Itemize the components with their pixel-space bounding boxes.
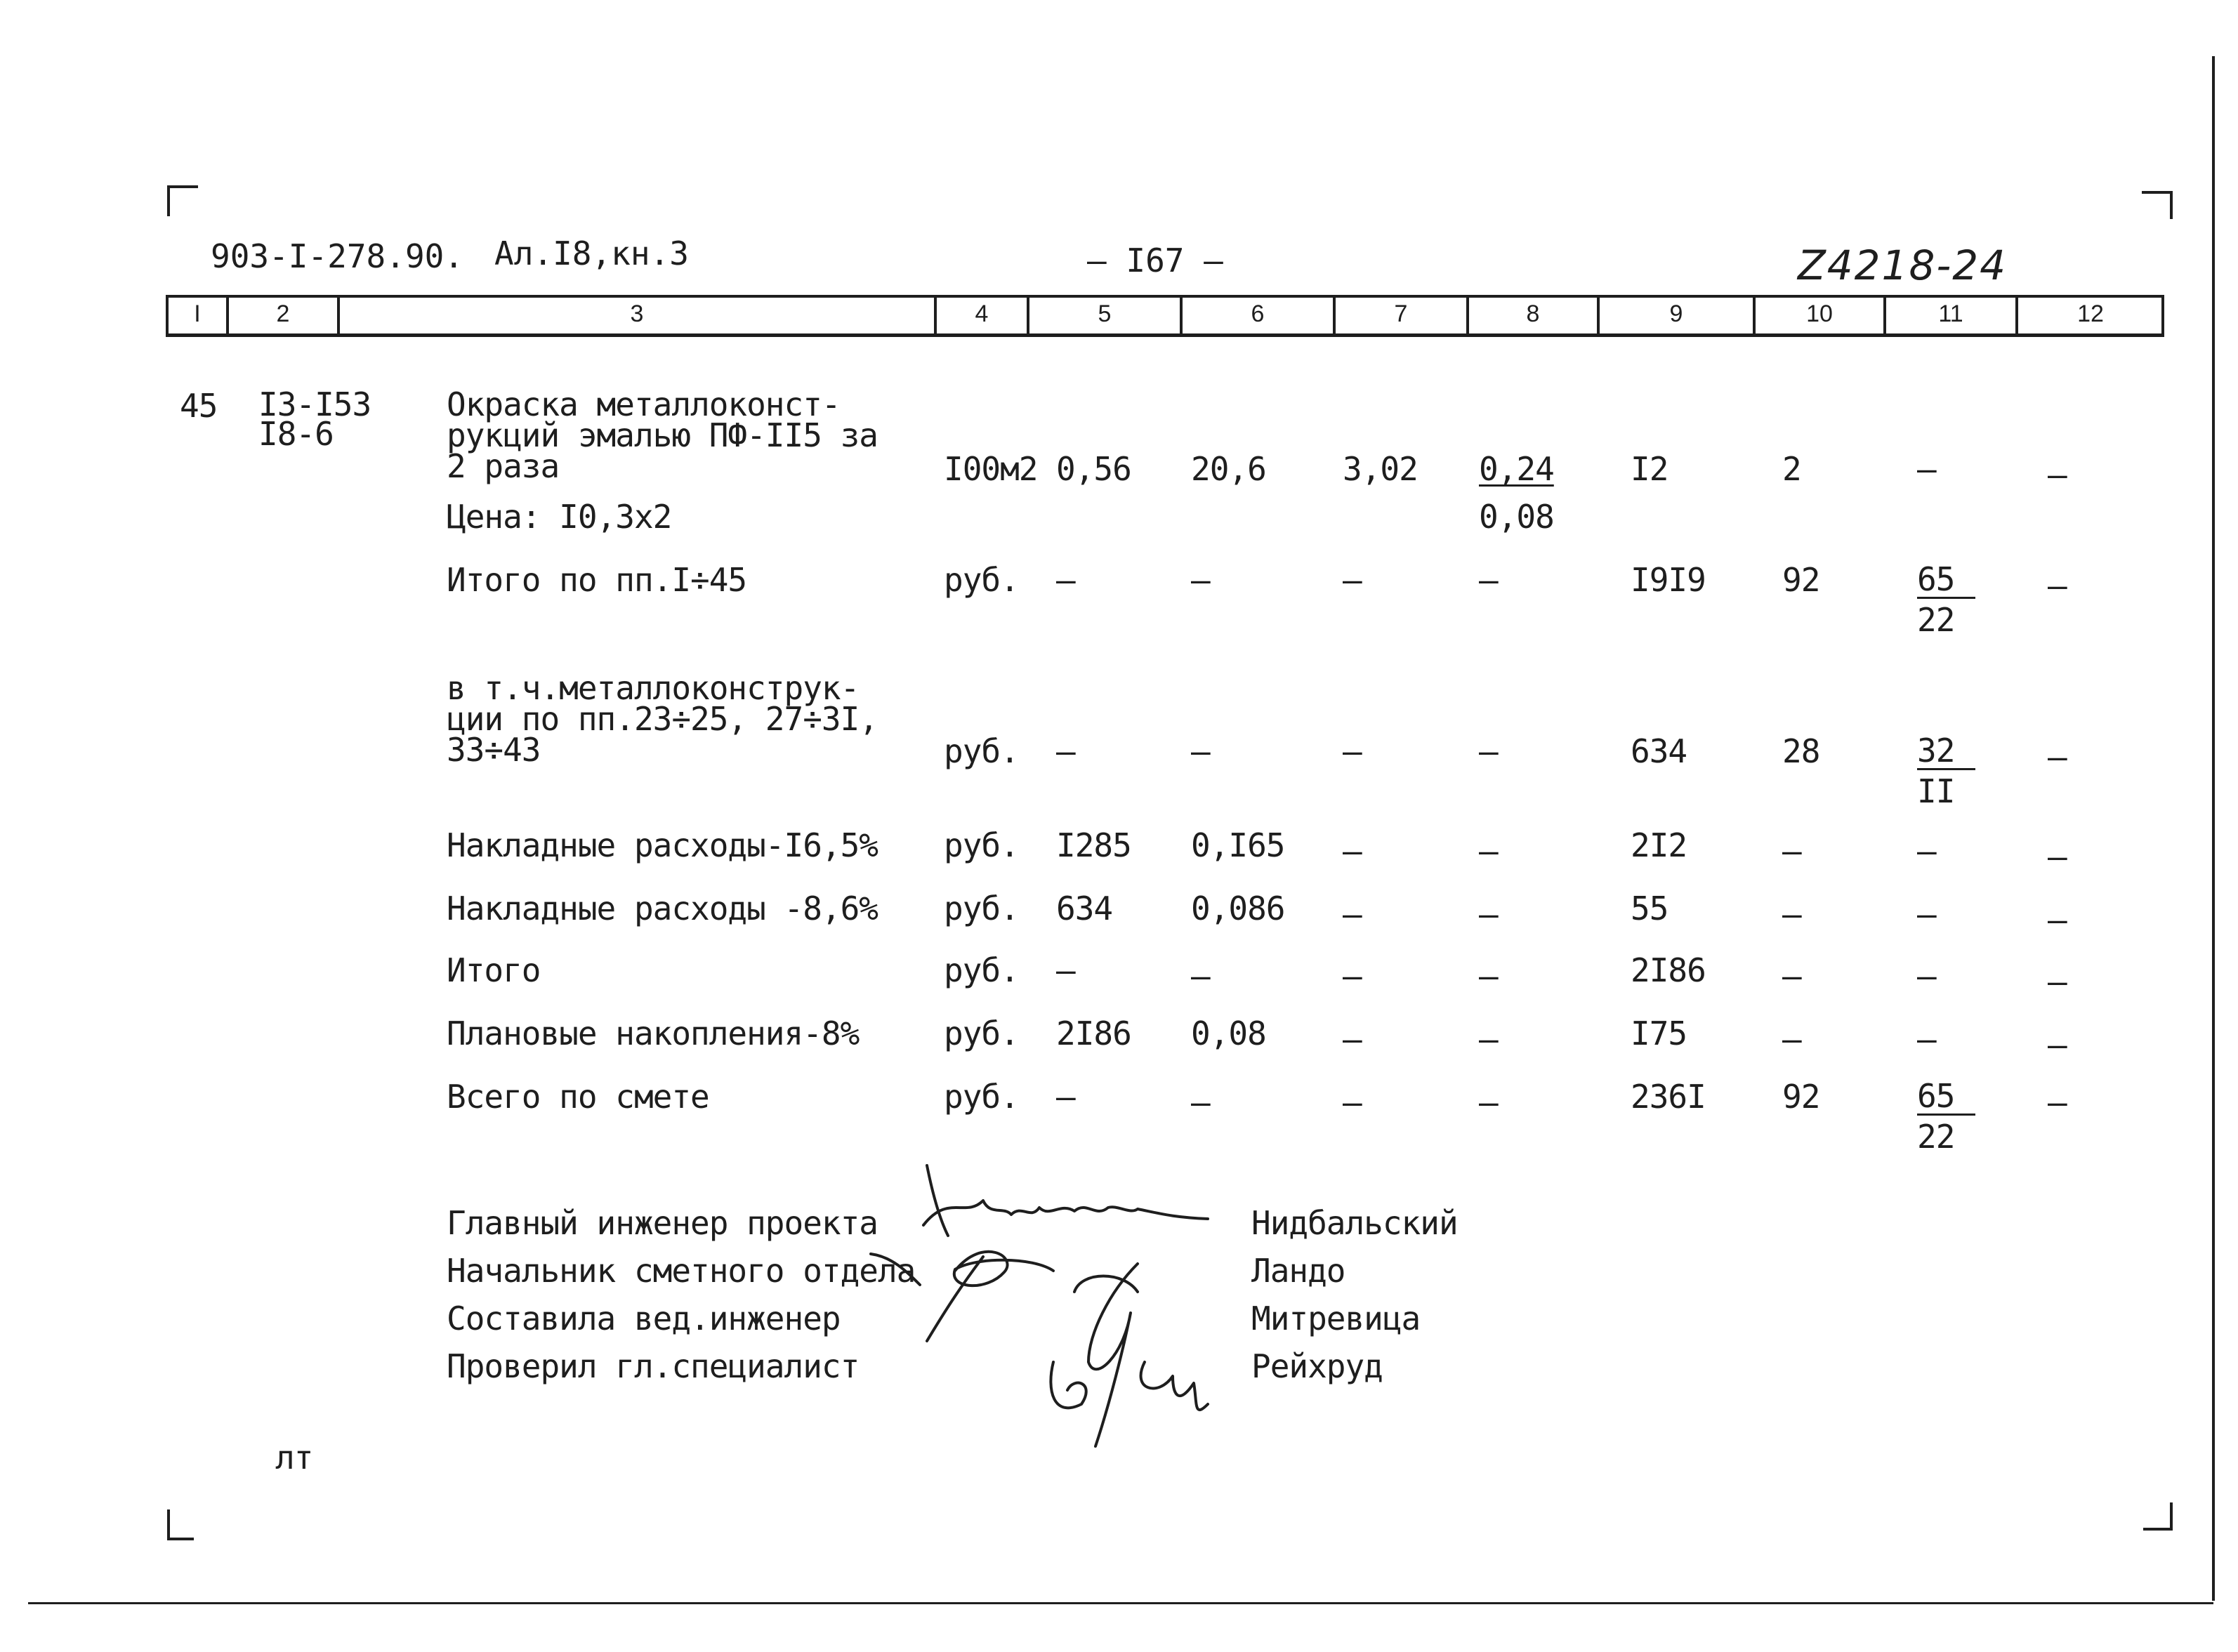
column-number: 2 bbox=[276, 300, 290, 327]
signature-name: Ландо bbox=[1251, 1252, 1345, 1290]
row-cell: – bbox=[1343, 832, 1362, 870]
row-cell: – bbox=[1917, 957, 1936, 995]
signature-stroke-compiler bbox=[1074, 1264, 1138, 1446]
item-cell: 3,02 bbox=[1343, 450, 1418, 488]
signature-title: Главный инженер проекта bbox=[447, 1204, 878, 1242]
corner-mark-top-left-v bbox=[167, 185, 170, 216]
item-description: рукций эмалью ПФ-II5 за bbox=[447, 416, 878, 454]
item-quantity: 0,56 bbox=[1056, 450, 1131, 488]
row-cell: – bbox=[1191, 957, 1210, 995]
row-label: 33÷43 bbox=[447, 731, 541, 769]
row-label: Итого по пп.I÷45 bbox=[447, 561, 747, 599]
item-description: 2 раза bbox=[447, 447, 560, 485]
signature-title: Начальник сметного отдела bbox=[447, 1252, 916, 1290]
item-price: Цена: I0,3х2 bbox=[447, 498, 672, 536]
row-cell: – bbox=[1056, 561, 1075, 599]
column-number: 4 bbox=[975, 300, 989, 327]
item-code: I8-6 bbox=[258, 415, 334, 453]
row-cell-fraction bbox=[1917, 733, 1975, 812]
row-label: Всего по смете bbox=[447, 1078, 709, 1116]
row-cell: – bbox=[1191, 1083, 1210, 1121]
row-cell: – bbox=[1056, 732, 1075, 770]
corner-mark-bottom-right-h bbox=[2143, 1528, 2173, 1531]
row-label: Накладные расходы-I6,5% bbox=[447, 826, 878, 864]
handwritten-signatures bbox=[843, 1151, 1278, 1460]
column-number: I bbox=[194, 300, 201, 327]
row-cell: – bbox=[2048, 567, 2067, 604]
row-cell: 634 bbox=[1631, 732, 1687, 770]
row-cell: – bbox=[1343, 1083, 1362, 1121]
row-cell: – bbox=[1343, 1020, 1362, 1058]
column-number: 10 bbox=[1806, 300, 1833, 327]
fraction-denominator: 22 bbox=[1917, 1118, 1955, 1156]
row-label: Накладные расходы -8,6% bbox=[447, 890, 878, 927]
signature-stroke-checker bbox=[1051, 1362, 1208, 1410]
row-cell-fraction bbox=[1917, 562, 1975, 641]
row-cell-fraction bbox=[1917, 1078, 1975, 1158]
row-cell: 2I86 bbox=[1631, 951, 1706, 989]
album-reference: Ал.I8,кн.3 bbox=[494, 234, 689, 272]
row-cell: – bbox=[1917, 1020, 1936, 1058]
row-cell: – bbox=[1479, 561, 1498, 599]
row-cell: – bbox=[1479, 1083, 1498, 1121]
row-cell: – bbox=[2048, 1026, 2067, 1064]
row-cell: 55 bbox=[1631, 890, 1668, 927]
item-cell: – bbox=[1917, 450, 1936, 488]
row-cell: – bbox=[1479, 832, 1498, 870]
item-cell: 2 bbox=[1782, 450, 1801, 488]
row-cell: – bbox=[1782, 957, 1801, 995]
column-number: 6 bbox=[1251, 300, 1265, 327]
row-cell: – bbox=[2048, 738, 2067, 776]
column-number: 5 bbox=[1098, 300, 1112, 327]
signature-name: Рейхруд bbox=[1251, 1347, 1383, 1385]
scan-edge-right bbox=[2212, 56, 2215, 1601]
row-cell: I75 bbox=[1631, 1015, 1687, 1052]
corner-mark-top-right-v bbox=[2170, 191, 2173, 219]
row-cell: 92 bbox=[1782, 1078, 1820, 1116]
row-cell: – bbox=[1479, 732, 1498, 770]
signature-stroke-chief bbox=[923, 1165, 1208, 1236]
signature-name: Нидбальский bbox=[1251, 1204, 1458, 1242]
corner-mark-top-right-h bbox=[2142, 191, 2173, 194]
row-cell: – bbox=[1191, 732, 1210, 770]
row-cell: – bbox=[1343, 895, 1362, 933]
corner-mark-bottom-right-v bbox=[2170, 1502, 2173, 1531]
row-cell: – bbox=[1343, 957, 1362, 995]
item-unit-cost: 20,6 bbox=[1191, 450, 1266, 488]
signature-stroke-connector bbox=[871, 1254, 920, 1285]
item-number: 45 bbox=[180, 387, 218, 425]
row-cell: – bbox=[1782, 895, 1801, 933]
row-cell: – bbox=[2048, 1083, 2067, 1121]
row-cell: I285 bbox=[1056, 826, 1131, 864]
column-number: 9 bbox=[1669, 300, 1683, 327]
fraction-numerator: 65 bbox=[1917, 1078, 1975, 1116]
row-cell: – bbox=[2048, 838, 2067, 875]
row-cell: 0,08 bbox=[1191, 1015, 1266, 1052]
signature-name: Митревица bbox=[1251, 1300, 1421, 1337]
item-code: I3-I53 bbox=[258, 385, 371, 423]
fraction-numerator: 32 bbox=[1917, 733, 1975, 770]
signature-title: Проверил гл.специалист bbox=[447, 1347, 860, 1385]
row-cell: 0,086 bbox=[1191, 890, 1285, 927]
column-number: 12 bbox=[2077, 300, 2104, 327]
row-cell: 28 bbox=[1782, 732, 1820, 770]
column-number: 7 bbox=[1394, 300, 1408, 327]
row-cell: – bbox=[1343, 732, 1362, 770]
row-cell: – bbox=[1056, 951, 1075, 989]
row-cell: – bbox=[1056, 1078, 1075, 1116]
row-cell: 2I2 bbox=[1631, 826, 1687, 864]
row-cell: – bbox=[1191, 561, 1210, 599]
row-label: в т.ч.металлоконструк- bbox=[447, 669, 860, 707]
corner-mark-top-left-h bbox=[167, 185, 198, 188]
row-cell: 92 bbox=[1782, 561, 1820, 599]
row-cell: 0,I65 bbox=[1191, 826, 1285, 864]
document-code: 903-I-278.90. bbox=[211, 237, 464, 275]
row-unit: руб. bbox=[944, 951, 1019, 989]
row-cell: I9I9 bbox=[1631, 561, 1706, 599]
row-cell: 2I86 bbox=[1056, 1015, 1131, 1052]
row-cell: – bbox=[2048, 901, 2067, 939]
row-cell: 634 bbox=[1056, 890, 1113, 927]
fraction-denominator: 22 bbox=[1917, 601, 1955, 639]
row-cell: – bbox=[1917, 895, 1936, 933]
item-cell-fraction-bottom: 0,08 bbox=[1479, 498, 1554, 536]
row-cell: 236I bbox=[1631, 1078, 1706, 1116]
handwritten-number: Z4218-24 bbox=[1798, 242, 2008, 289]
item-unit: I00м2 bbox=[944, 450, 1038, 488]
item-cell: I2 bbox=[1631, 450, 1668, 488]
row-unit: руб. bbox=[944, 561, 1019, 599]
item-cell-fraction-top: 0,24 bbox=[1479, 450, 1554, 488]
row-label: Итого bbox=[447, 951, 541, 989]
signature-stroke-head bbox=[927, 1252, 1053, 1341]
row-cell: – bbox=[1479, 895, 1498, 933]
corner-mark-bottom-left-v bbox=[167, 1509, 170, 1540]
row-unit: руб. bbox=[944, 890, 1019, 927]
signature-title: Составила вед.инженер bbox=[447, 1300, 841, 1337]
row-cell: – bbox=[1917, 832, 1936, 870]
row-cell: – bbox=[1343, 561, 1362, 599]
row-label: ции по пп.23÷25, 27÷3I, bbox=[447, 700, 878, 738]
fraction-denominator: II bbox=[1917, 772, 1955, 810]
scan-edge-bottom bbox=[28, 1602, 2213, 1604]
row-cell: – bbox=[1782, 1020, 1801, 1058]
column-number: 11 bbox=[1938, 300, 1963, 327]
column-number: 3 bbox=[630, 300, 644, 327]
item-description: Окраска металлоконст- bbox=[447, 385, 841, 423]
row-cell: – bbox=[1782, 832, 1801, 870]
row-label: Плановые накопления-8% bbox=[447, 1015, 860, 1052]
footer-mark: лт bbox=[275, 1439, 313, 1476]
row-unit: руб. bbox=[944, 1015, 1019, 1052]
row-unit: руб. bbox=[944, 1078, 1019, 1116]
row-cell: – bbox=[1479, 1020, 1498, 1058]
row-cell: – bbox=[1479, 957, 1498, 995]
row-cell: – bbox=[2048, 963, 2067, 1000]
row-unit: руб. bbox=[944, 826, 1019, 864]
item-cell: – bbox=[2048, 456, 2067, 494]
page-number: — I67 — bbox=[1087, 242, 1223, 279]
fraction-numerator: 65 bbox=[1917, 562, 1975, 599]
column-number: 8 bbox=[1526, 300, 1540, 327]
corner-mark-bottom-left-h bbox=[167, 1538, 194, 1540]
row-unit: руб. bbox=[944, 732, 1019, 770]
